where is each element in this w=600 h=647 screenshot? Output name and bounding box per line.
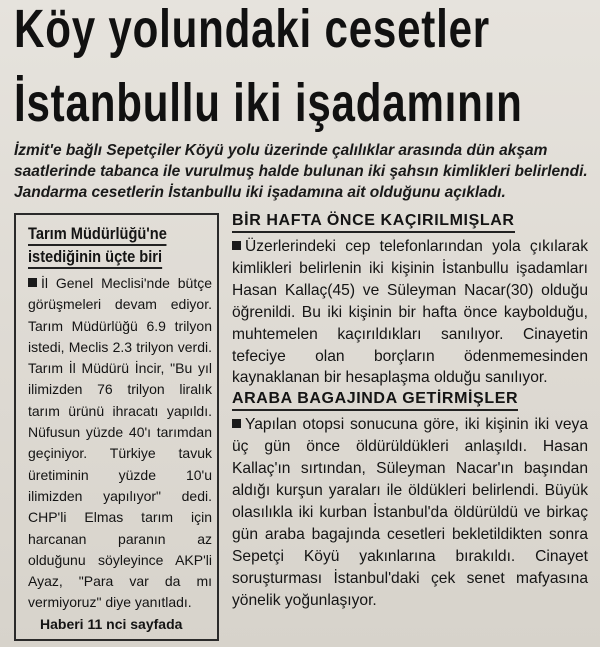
- bullet-square-icon: [232, 419, 241, 428]
- sidebar-box: [14, 213, 219, 641]
- sidebar-title-line-1: Tarım Müdürlüğü'ne: [28, 223, 167, 246]
- sidebar-body: [28, 273, 212, 614]
- section-1-paragraph: [232, 236, 588, 389]
- sidebar-title: [28, 223, 182, 269]
- section-1-heading: BİR HAFTA ÖNCE KAÇIRILMIŞLAR: [232, 211, 515, 233]
- bullet-square-icon: [28, 278, 37, 287]
- lead-paragraph: İzmit'e bağlı Sepetçiler Köyü yolu üzerinde çalılıklar arasında dün akşam saatlerinde tabanca ile vurulmuş halde bulunan iki şahsın kimlikleri belirlendi. Jandarma cesetlerin İstanbullu iki işadamına ait olduğunu açıkladı.: [14, 142, 588, 201]
- sidebar-body-text: İl Genel Meclisi'nde bütçe görüşmeleri devam ediyor. Tarım Müdürlüğü 6.9 trilyon istedi, Meclis 2.3 trilyon verdi. Tarım İl Müdürü İncir, "Bu yıl ilimizden 76 trilyon liralık tarım ürünü ihracatı yapıldı. Nüfusun yüzde 40'ı tarımdan geçiniyor. Türkiye tavuk üretiminin yüzde 10'u ilimizden yapılıyor" dedi. CHP'li Elmas tarım için harcanan paranın az olduğunu söyleyince AKP'li Ayaz, "Para var da mı vermiyoruz" diye yanıtladı.: [28, 275, 212, 611]
- sidebar-title-line-2: istediğinin üçte biri: [28, 246, 162, 269]
- sidebar-continued-reference: Haberi 11 nci sayfada: [40, 616, 183, 632]
- bullet-square-icon: [232, 241, 241, 250]
- section-2-text: Yapılan otopsi sonucuna göre, iki kişinin iki veya üç gün önce öldürüldükleri anlaşıldı. Hasan Kallaç'ın sırtından, Süleyman Nacar'ın başından aldığı kurşun yaraları ile öldükleri belirlendi. Büyük olasılıkla iki kurban İstanbul'da öldürüldü ve birkaç gün araba bagajında cesetleri bekletildikten sonra Sepetçi Köyü yakınlarına bırakıldı. Cinayet soruşturması İstanbul'daki çek senet mafyasına yönelik yoğunlaşıyor.: [232, 416, 588, 609]
- section-1-text: Üzerlerindeki cep telefonlarından yola çıkılarak kimlikleri belirlenin iki kişinin İstanbullu işadamları Hasan Kallaç(45) ve Süleyman Nacar(30) olduğu öğrenildi. Bu iki kişinin bir hafta önce kaybolduğu, muhtemelen kaçırıldıkları sanılıyor. Cinayetin tefeciye olan borçların ödenmemesinden kaynaklanan bir hesaplaşma olduğu sanılıyor.: [232, 238, 588, 387]
- headline-line-1: Köy yolundaki cesetler: [14, 0, 490, 59]
- headline-line-2: İstanbullu iki işadamının: [14, 73, 523, 133]
- section-2-paragraph: [232, 414, 588, 611]
- main-article: [232, 211, 588, 612]
- section-2-heading: ARABA BAGAJINDA GETİRMİŞLER: [232, 389, 518, 411]
